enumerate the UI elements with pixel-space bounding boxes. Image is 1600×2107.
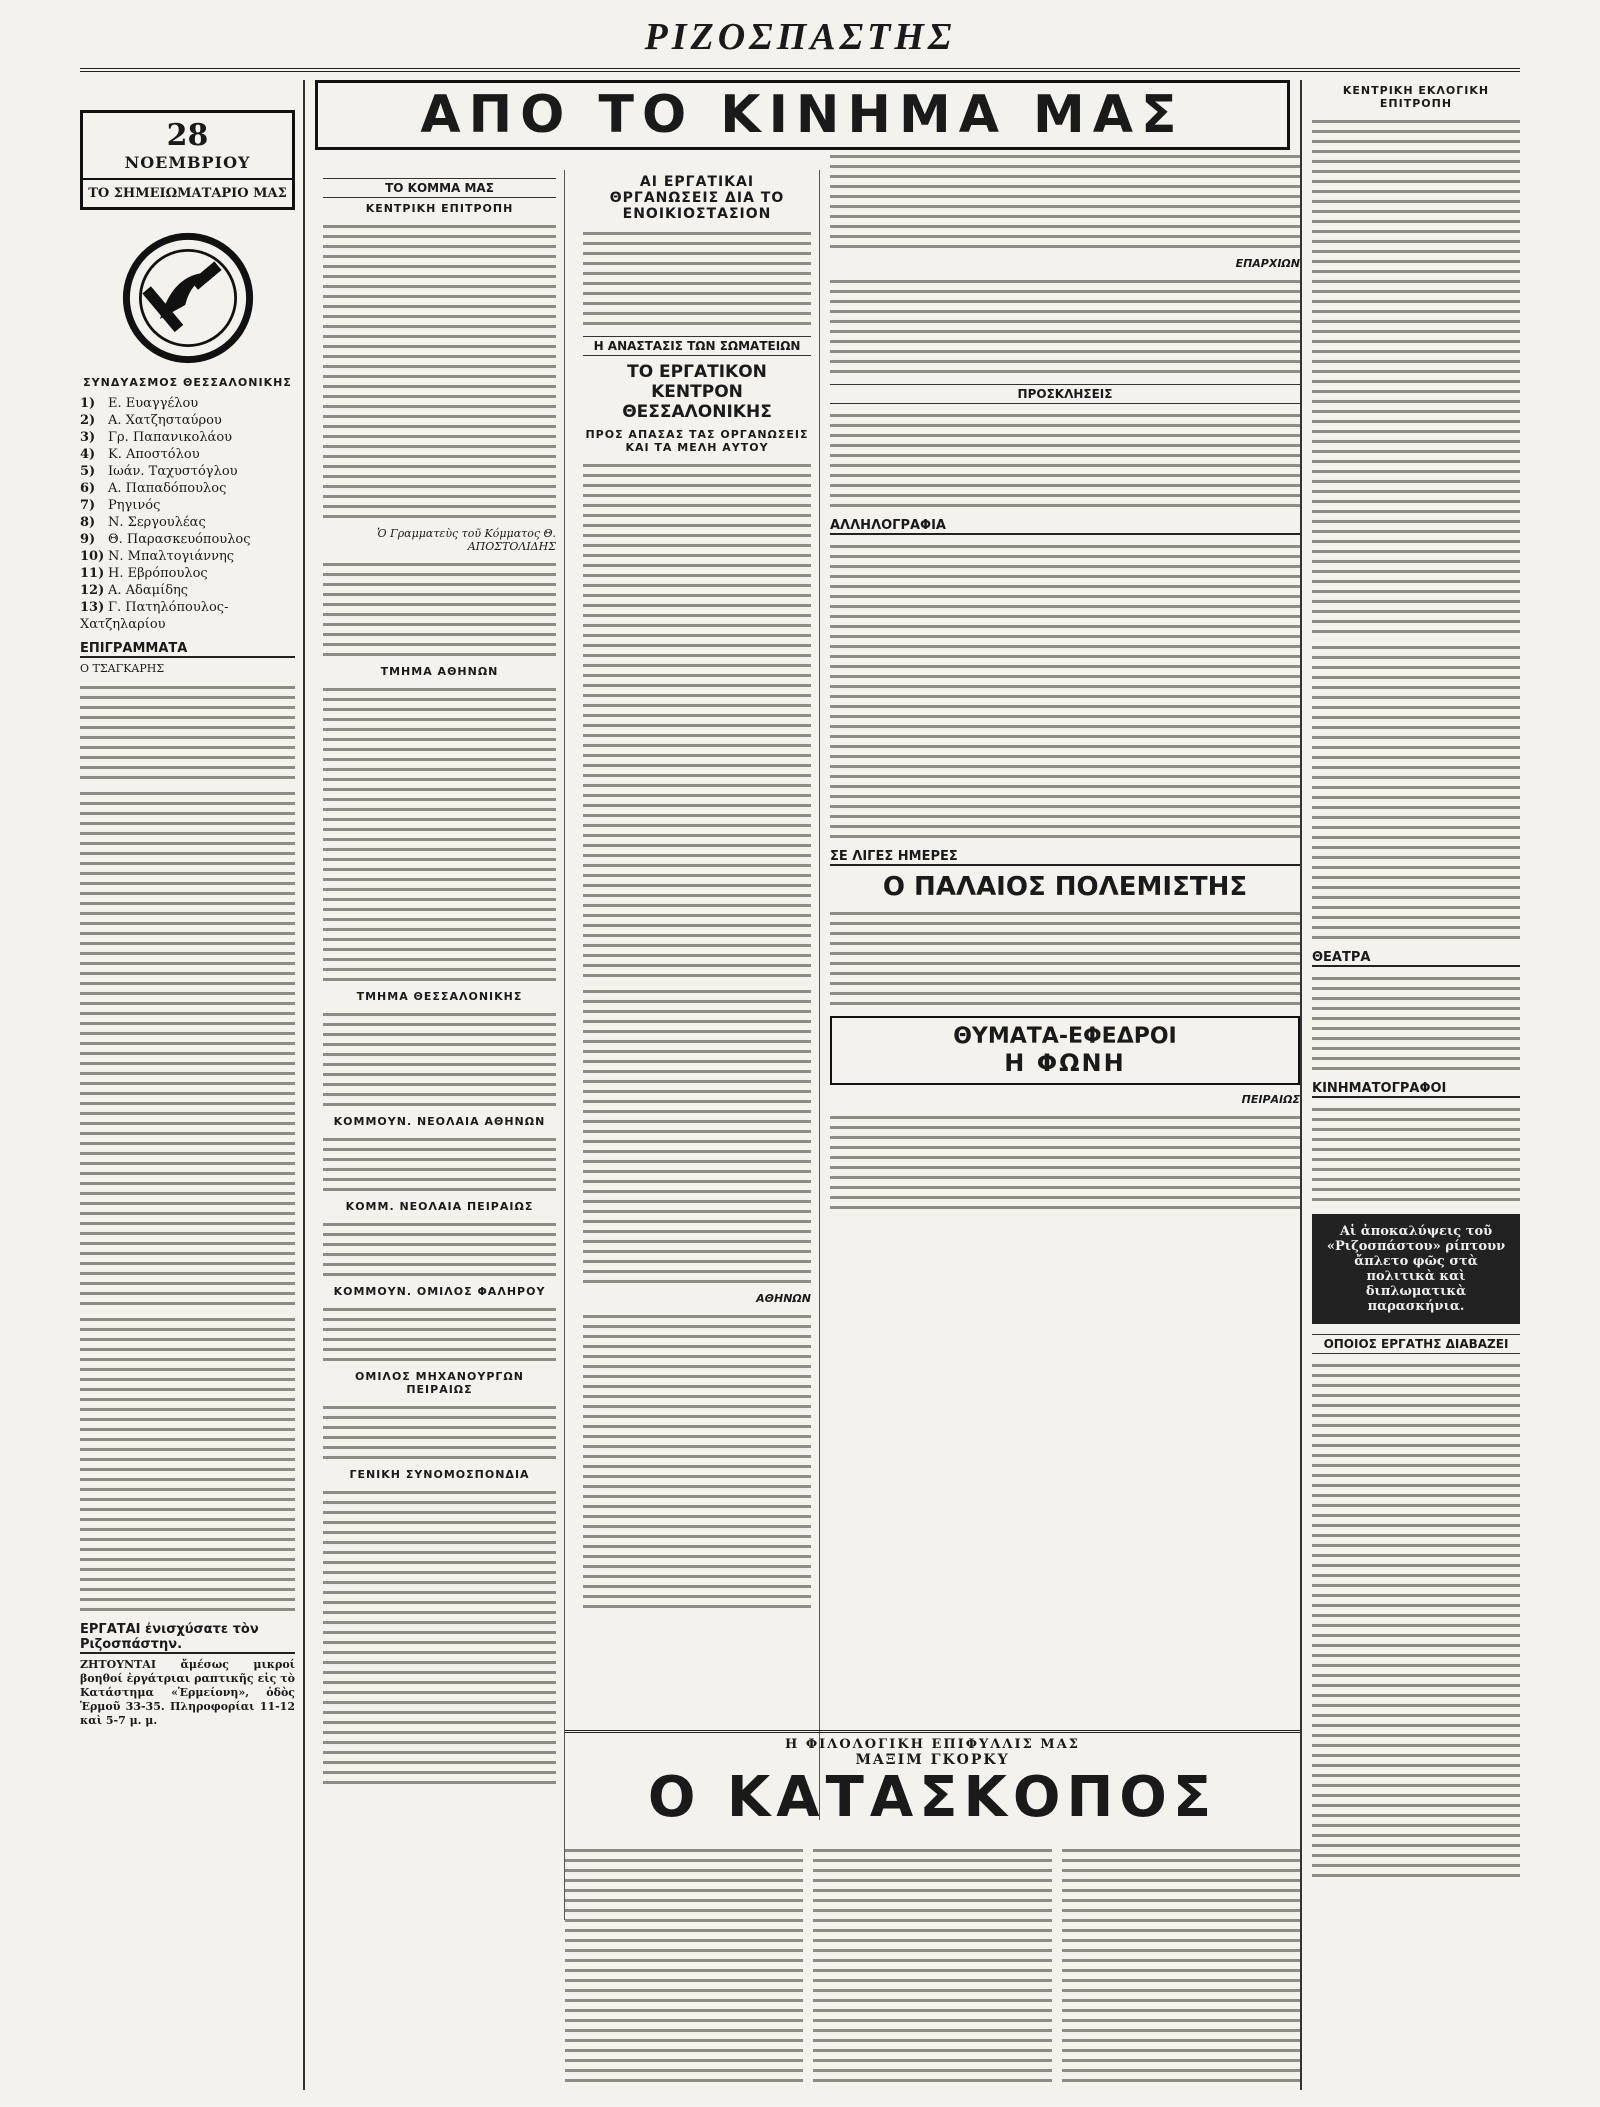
worker-reads-heading: ΟΠΟΙΟΣ ΕΡΓΑΤΗΣ ΔΙΑΒΑΖΕΙ <box>1312 1334 1520 1354</box>
article-text <box>323 1219 556 1279</box>
article-text <box>1312 642 1520 942</box>
workers-support-heading: ΕΡΓΑΤΑΙ ἐνισχύσατε τὸν Ριζοσπάστην. <box>80 1622 295 1654</box>
epigrams-heading: ΕΠΙΓΡΑΜΜΑΤΑ <box>80 641 295 658</box>
voice-title: Η ΦΩΝΗ <box>1004 1049 1126 1077</box>
article-text <box>323 1402 556 1462</box>
section-thessaloniki: ΤΜΗΜΑ ΘΕΣΣΑΛΟΝΙΚΗΣ <box>356 990 523 1003</box>
victims-ad <box>830 1016 1300 1085</box>
article-text <box>323 1134 556 1194</box>
article-text <box>323 684 556 984</box>
article-title: ΤΟ ΕΡΓΑΤΙΚΟΝ ΚΕΝΤΡΟΝ ΘΕΣΣΑΛΟΝΙΚΗΣ <box>622 362 772 422</box>
section-mechanics: ΟΜΙΛΟΣ ΜΗΧΑΝΟΥΡΓΩΝ ΠΕΙΡΑΙΩΣ <box>355 1370 524 1396</box>
article-text <box>1312 116 1520 636</box>
article-text <box>80 1314 295 1614</box>
section-heading: Η ΑΝΑΣΤΑΣΙΣ ΤΩΝ ΣΩΜΑΤΕΙΩΝ <box>583 336 811 356</box>
union-heading: ΣΥΝΔΥΑΣΜΟΣ ΘΕΣΣΑΛΟΝΙΚΗΣ <box>83 376 292 389</box>
classified-ad: ΖΗΤΟΥΝΤΑΙ ἄμέσως μικροί βοηθοί ἐργάτριαι ραπτικῆς εἰς τὸ Κατάστημα «Ἑρμείονη», ὁδὸς Ἑρμοῦ 33-35. Πληροφορίαι 11-12 καὶ 5-7 μ. μ. <box>80 1658 295 1727</box>
provinces-heading: ΕΠΑΡΧΙΩΝ <box>1235 257 1300 270</box>
left-sidebar <box>80 80 305 2090</box>
labour-column <box>575 170 820 1820</box>
list-item: 1) Ε. Ευαγγέλου <box>80 396 199 411</box>
list-item: 2) Α. Χατζησταύρου <box>80 413 222 428</box>
banner-title: ΑΠΟ ΤΟ ΚΙΝΗΜΑ ΜΑΣ <box>420 85 1185 145</box>
article-text <box>830 151 1300 251</box>
article-text <box>830 908 1300 1008</box>
victims-title: ΘΥΜΑΤΑ-ΕΦΕΔΡΟΙ <box>953 1024 1177 1049</box>
list-item: 12) Α. Αδαμίδης <box>80 583 189 598</box>
article-text <box>583 986 811 1286</box>
novel-column <box>1062 1845 1300 2085</box>
article-title: ΑΙ ΕΡΓΑΤΙΚΑΙ ΘΡΓΑΝΩΣΕΙΣ ΔΙΑ ΤΟ ΕΝΟΙΚΙΟΣΤΑΣΙΟΝ <box>609 174 785 222</box>
article-text <box>1312 1360 1520 1880</box>
few-days-heading: ΣΕ ΛΙΓΕΣ ΗΜΕΡΕΣ <box>830 849 1300 866</box>
article-text <box>323 1487 556 1787</box>
date-day: 28 <box>166 118 209 153</box>
election-heading: ΚΕΝΤΡΙΚΗ ΕΚΛΟΓΙΚΗ ΕΠΙΤΡΟΠΗ <box>1342 84 1490 110</box>
list-item: 13) Γ. Πατηλόπουλος-Χατζηλαρίου <box>80 600 229 632</box>
article-text <box>323 1009 556 1109</box>
article-text <box>323 1304 556 1364</box>
novel-text <box>565 1845 1300 2090</box>
epigram-text <box>80 682 295 782</box>
list-item: 3) Γρ. Παπανικολάου <box>80 430 233 445</box>
article-text <box>323 221 556 521</box>
masthead <box>80 8 1520 72</box>
correspondence-heading: ΑΛΛΗΛΟΓΡΑΦΙΑ <box>830 518 1300 535</box>
section-youth-athens: ΚΟΜΜΟΥΝ. ΝΕΟΛΑΙΑ ΑΘΗΝΩΝ <box>333 1115 546 1128</box>
candidate-list <box>80 395 295 633</box>
section-general: ΓΕΝΙΚΗ ΣΥΝΟΜΟΣΠΟΝΔΙΑ <box>349 1468 530 1481</box>
party-column <box>315 170 565 1920</box>
novel-title: Ο ΚΑΤΑΣΚΟΠΟΣ <box>647 1765 1218 1830</box>
cinema-heading: ΚΙΝΗΜΑΤΟΓΡΑΦΟΙ <box>1312 1081 1520 1098</box>
list-item: 6) Α. Παπαδόπουλος <box>80 481 227 496</box>
section-athens: ΤΜΗΜΑ ΑΘΗΝΩΝ <box>380 665 499 678</box>
section-faliro: ΚΟΜΜΟΥΝ. ΟΜΙΛΟΣ ΦΑΛΗΡΟΥ <box>333 1285 546 1298</box>
list-item: 8) Ν. Σεργουλέας <box>80 515 206 530</box>
athens-heading: ΑΘΗΝΩΝ <box>756 1292 811 1305</box>
article-text <box>830 1112 1300 1212</box>
list-item: 5) Ιωάν. Ταχυστόγλου <box>80 464 238 479</box>
article-text <box>583 228 811 328</box>
subsection-heading: ΚΕΝΤΡΙΚΗ ΕΠΙΤΡΟΠΗ <box>365 202 514 215</box>
novel-series: Η ΦΙΛΟΛΟΓΙΚΗ ΕΠΙΦΥΛΛΙΣ ΜΑΣ <box>785 1737 1080 1752</box>
article-text <box>323 559 556 659</box>
list-item: 7) Ρηγινός <box>80 498 161 513</box>
right-column <box>1300 80 1520 2090</box>
notebook-heading: ΤΟ ΣΗΜΕΙΩΜΑΤΑΡΙΟ ΜΑΣ <box>83 178 292 201</box>
theatre-heading: ΘΕΑΤΡΑ <box>1312 950 1520 967</box>
section-youth-piraeus: ΚΟΜΜ. ΝΕΟΛΑΙΑ ΠΕΙΡΑΙΩΣ <box>345 1200 534 1213</box>
invitations-heading: ΠΡΟΣΚΛΗΣΕΙΣ <box>830 384 1300 404</box>
date-month: ΝΟΕΜΒΡΙΟΥ <box>124 153 251 172</box>
novel-column <box>813 1845 1051 2085</box>
list-item: 10) Ν. Μπαλτογιάννης <box>80 549 235 564</box>
article-text <box>830 410 1300 510</box>
theatre-listings <box>1312 973 1520 1073</box>
hammer-sickle-emblem <box>118 228 258 368</box>
list-item: 4) Κ. Αποστόλου <box>80 447 200 462</box>
main-banner <box>315 80 1290 150</box>
news-column <box>830 145 1300 1865</box>
article-text <box>583 1311 811 1611</box>
article-subtitle: ΠΡΟΣ ΑΠΑΣΑΣ ΤΑΣ ΟΡΓΑΝΩΣΕΙΣ ΚΑΙ ΤΑ ΜΕΛΗ ΑΥΤΟΥ <box>585 428 809 454</box>
list-item: 9) Θ. Παρασκευόπουλος <box>80 532 251 547</box>
signature: Ὁ Γραμματεὺς τοῦ Κόμματος Θ. ΑΠΟΣΤΟΛΙΔΗΣ <box>377 527 556 553</box>
article-text <box>583 460 811 980</box>
piraeus-heading: ΠΕΙΡΑΙΩΣ <box>1241 1093 1300 1106</box>
section-heading: ΤΟ ΚΟΜΜΑ ΜΑΣ <box>323 178 556 198</box>
article-text <box>830 541 1300 841</box>
novel-author: ΜΑΞΙΜ ΓΚΟΡΚΥ <box>855 1752 1010 1768</box>
novel-banner <box>565 1730 1300 1840</box>
article-text <box>80 788 295 1308</box>
revelations-ad: Αἱ ἀποκαλύψεις τοῦ «Ριζοσπάστου» ρίπτουν ἄπλετο φῶς στὰ πολιτικὰ καὶ διπλωματικὰ παρασκήνια. <box>1312 1214 1520 1324</box>
cinema-listings <box>1312 1104 1520 1204</box>
date-box <box>80 110 295 210</box>
article-text <box>830 276 1300 376</box>
novel-column <box>565 1845 803 2085</box>
list-item: 11) Η. Εβρόπουλος <box>80 566 208 581</box>
play-title: Ο ΠΑΛΑΙΟΣ ΠΟΛΕΜΙΣΤΗΣ <box>882 872 1248 902</box>
newspaper-name: ΡΙΖΟΣΠΑΣΤΗΣ <box>644 16 956 58</box>
epigram-author: Ο ΤΣΑΓΚΑΡΗΣ <box>80 662 165 675</box>
